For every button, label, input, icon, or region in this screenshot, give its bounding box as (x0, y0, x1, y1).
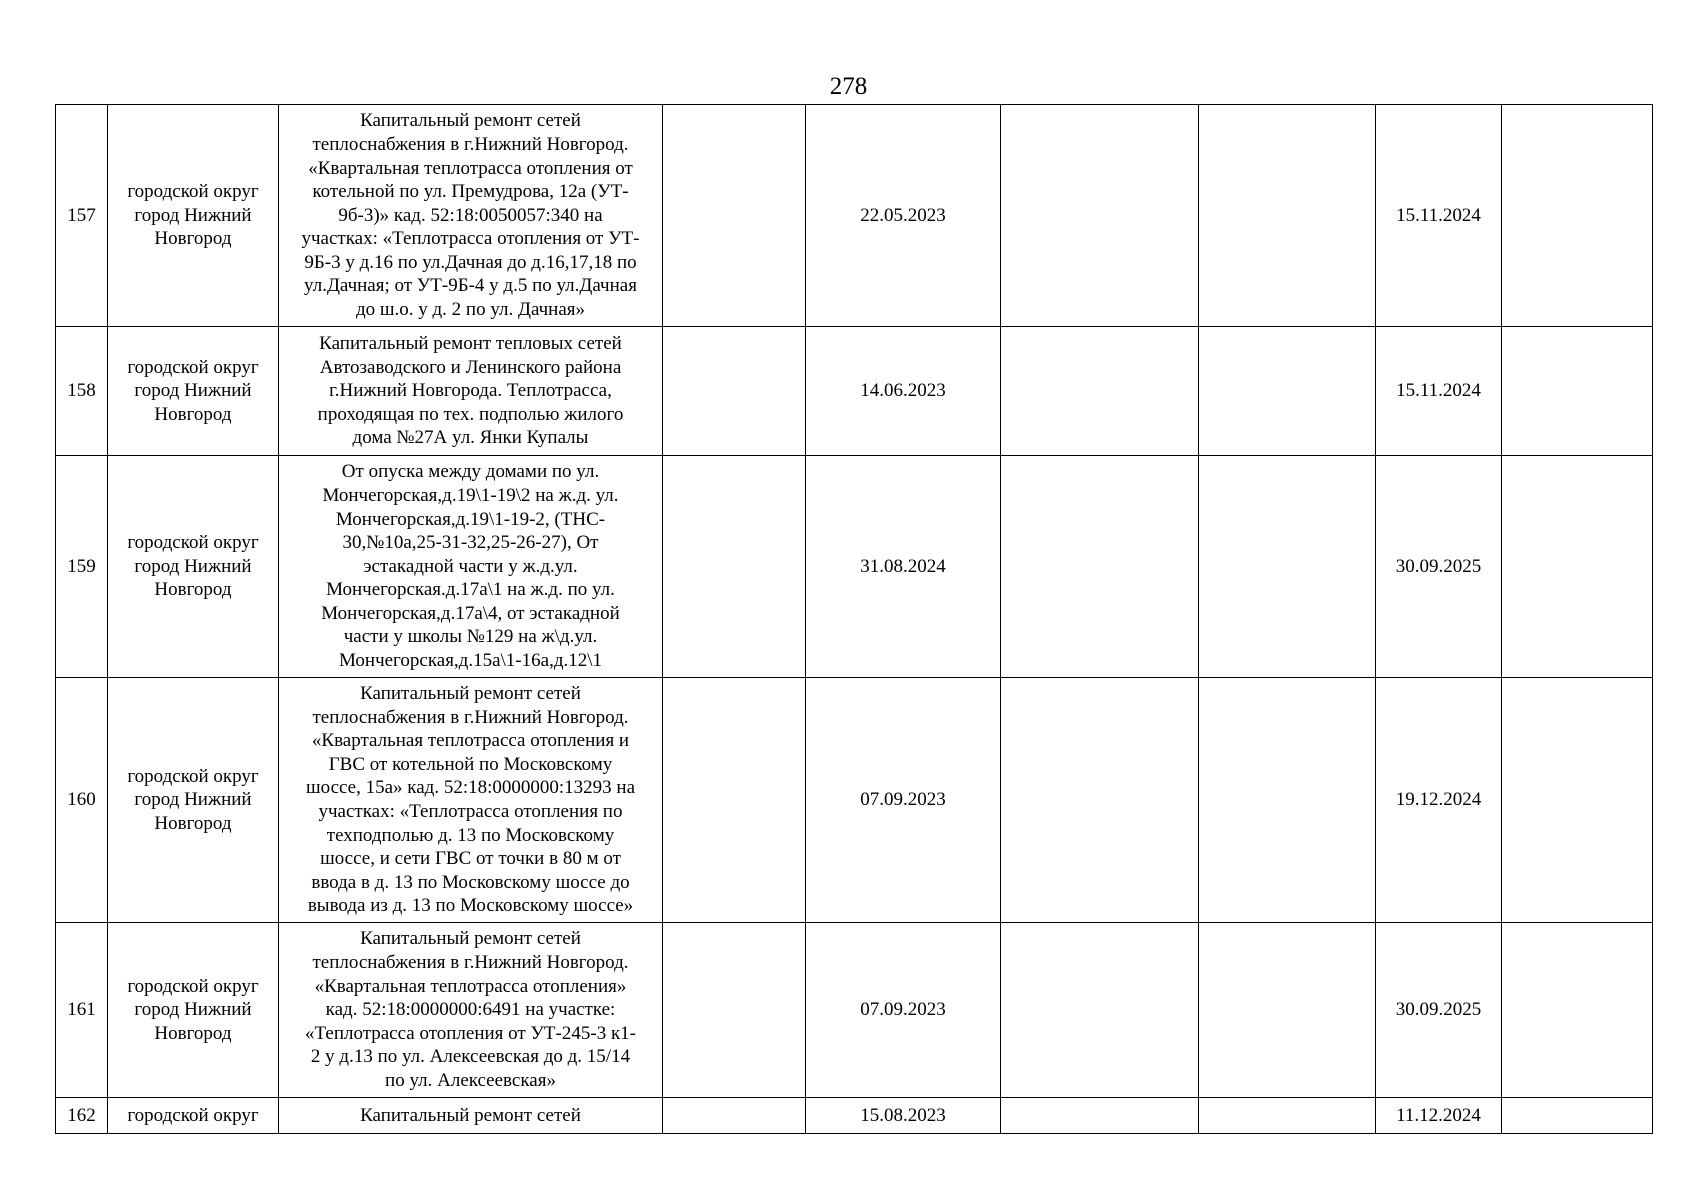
empty-cell (1001, 923, 1199, 1098)
description-line: Капитальный ремонт сетей (360, 928, 581, 950)
empty-cell (1001, 456, 1199, 678)
municipality-cell (108, 105, 279, 327)
description-line: техподполью д. 13 по Московскому (326, 824, 615, 846)
description-line: Капитальный ремонт сетей (360, 683, 581, 705)
municipality-line: город Нижний (134, 555, 252, 577)
empty-cell (1199, 678, 1376, 923)
end-date-cell: 30.09.2025 (1376, 923, 1502, 1098)
start-date-cell: 07.09.2023 (806, 923, 1001, 1098)
description-line: «Квартальная теплотрасса отопления и (311, 730, 630, 752)
start-date-cell: 22.05.2023 (806, 105, 1001, 327)
empty-cell (1199, 105, 1376, 327)
empty-cell (1001, 1098, 1199, 1134)
table-row (56, 105, 1653, 327)
municipality-line: городской округ (127, 1104, 259, 1126)
description-line: котельной по ул. Премудрова, 12а (УТ- (312, 181, 629, 203)
municipality-line: город Нижний (134, 204, 252, 226)
end-date-cell: 11.12.2024 (1376, 1098, 1502, 1134)
description-line: участках: «Теплотрасса отопления от УТ- (301, 228, 640, 250)
description-line: дома №27А ул. Янки Купалы (352, 427, 589, 449)
municipality-line: городской округ (127, 975, 259, 997)
description-line: «Квартальная теплотрасса отопления» (314, 975, 627, 997)
end-date-cell: 15.11.2024 (1376, 105, 1502, 327)
description-cell (279, 105, 663, 327)
description-line: ул.Дачная; от УТ-9Б-4 у д.5 по ул.Дачная (304, 275, 637, 297)
municipality-line: Новгород (154, 812, 232, 834)
description-line: участках: «Теплотрасса отопления по (318, 801, 623, 822)
description-line: шоссе, 15а» кад. 52:18:0000000:13293 на (305, 777, 636, 799)
description-line: Капитальный ремонт сетей (360, 110, 581, 132)
description-line: От опуска между домами по ул. (341, 461, 600, 483)
description-line: 2 у д.13 по ул. Алексеевская до д. 15/14 (310, 1046, 631, 1068)
municipality-line: городской округ (127, 765, 259, 787)
empty-cell (663, 923, 806, 1098)
row-number: 158 (56, 327, 108, 456)
municipality-line: Новгород (154, 579, 232, 601)
description-line: Мончегорская,д.19\1-19\2 на ж.д. ул. (322, 484, 619, 506)
empty-cell (1199, 1098, 1376, 1134)
description-line: Мончегорская,д.15а\1-16а,д.12\1 (338, 650, 603, 672)
empty-cell (1199, 327, 1376, 456)
empty-cell (1199, 456, 1376, 678)
empty-cell (1001, 105, 1199, 327)
description-line: эстакадной части у ж.д.ул. (363, 555, 578, 577)
description-line: теплоснабжения в г.Нижний Новгород. (312, 952, 629, 974)
page-number: 278 (829, 73, 868, 100)
row-number: 162 (56, 1098, 108, 1134)
municipality-line: Новгород (154, 1022, 232, 1044)
works-table (55, 104, 1653, 1134)
description-cell (279, 923, 663, 1098)
empty-cell (1001, 678, 1199, 923)
municipality-cell (108, 456, 279, 678)
description-line: 9Б-3 у д.16 по ул.Дачная до д.16,17,18 по (304, 251, 637, 273)
row-number: 159 (56, 456, 108, 678)
description-cell (279, 327, 663, 456)
description-line: ввода в д. 13 по Московскому шоссе до (311, 871, 630, 893)
description-cell (279, 456, 663, 678)
municipality-cell (108, 1098, 279, 1134)
row-number: 157 (56, 105, 108, 327)
municipality-cell (108, 678, 279, 923)
description-line: по ул. Алексеевская» (385, 1069, 556, 1091)
table-row (56, 327, 1653, 456)
empty-cell (663, 1098, 806, 1134)
description-line: ГВС от котельной по Московскому (328, 753, 613, 775)
row-number: 161 (56, 923, 108, 1098)
empty-cell (1502, 327, 1653, 456)
municipality-cell (108, 923, 279, 1098)
description-line: вывода из д. 13 по Московскому шоссе» (307, 895, 634, 917)
description-line: 30,№10а,25-31-32,25-26-27), От (342, 532, 599, 554)
description-line: г.Нижний Новгорода. Теплотрасса, (329, 380, 612, 402)
end-date-cell: 19.12.2024 (1376, 678, 1502, 923)
description-line: Мончегорская.д.17а\1 на ж.д. по ул. (326, 579, 615, 601)
municipality-line: город Нижний (134, 380, 252, 402)
empty-cell (663, 105, 806, 327)
description-line: Мончегорская,д.17а\4, от эстакадной (321, 602, 620, 624)
start-date-cell: 31.08.2024 (806, 456, 1001, 678)
empty-cell (1502, 678, 1653, 923)
municipality-line: город Нижний (134, 999, 252, 1021)
description-line: 9б-3)» кад. 52:18:0050057:340 на (338, 204, 603, 226)
municipality-line: городской округ (127, 532, 259, 554)
description-line: теплоснабжения в г.Нижний Новгород. (312, 706, 629, 728)
table-body (56, 105, 1653, 1134)
description-line: «Теплотрасса отопления от УТ-245-3 к1- (305, 1022, 636, 1044)
end-date-cell: 15.11.2024 (1376, 327, 1502, 456)
empty-cell (663, 678, 806, 923)
description-cell (279, 1098, 663, 1134)
municipality-line: городской округ (127, 356, 259, 378)
empty-cell (1502, 923, 1653, 1098)
end-date-cell: 30.09.2025 (1376, 456, 1502, 678)
description-line: части у школы №129 на ж\д.ул. (343, 626, 598, 648)
table-row (56, 923, 1653, 1098)
table-row (56, 678, 1653, 923)
description-line: Капитальный ремонт сетей (360, 1104, 581, 1126)
description-line: шоссе, и сети ГВС от точки в 80 м от (320, 848, 621, 870)
description-line: Мончегорская,д.19\1-19-2, (ТНС- (335, 508, 606, 530)
description-line: Автозаводского и Ленинского района (319, 356, 622, 378)
empty-cell (1001, 327, 1199, 456)
empty-cell (1502, 105, 1653, 327)
empty-cell (1502, 1098, 1653, 1134)
empty-cell (1199, 923, 1376, 1098)
description-line: Капитальный ремонт тепловых сетей (319, 333, 622, 355)
municipality-cell (108, 327, 279, 456)
start-date-cell: 07.09.2023 (806, 678, 1001, 923)
municipality-line: город Нижний (134, 789, 252, 811)
table-row (56, 1098, 1653, 1134)
start-date-cell: 15.08.2023 (806, 1098, 1001, 1134)
row-number: 160 (56, 678, 108, 923)
description-line: кад. 52:18:0000000:6491 на участке: (325, 999, 616, 1021)
municipality-line: городской округ (127, 181, 259, 203)
municipality-line: Новгород (154, 403, 232, 425)
description-line: до ш.о. у д. 2 по ул. Дачная» (355, 299, 586, 321)
start-date-cell: 14.06.2023 (806, 327, 1001, 456)
empty-cell (663, 327, 806, 456)
description-line: «Квартальная теплотрасса отопления от (308, 157, 633, 179)
municipality-line: Новгород (154, 228, 232, 250)
empty-cell (1502, 456, 1653, 678)
table-row (56, 456, 1653, 678)
description-cell (279, 678, 663, 923)
description-line: проходящая по тех. подполью жилого (317, 403, 624, 425)
empty-cell (663, 456, 806, 678)
description-line: теплоснабжения в г.Нижний Новгород. (312, 133, 629, 155)
